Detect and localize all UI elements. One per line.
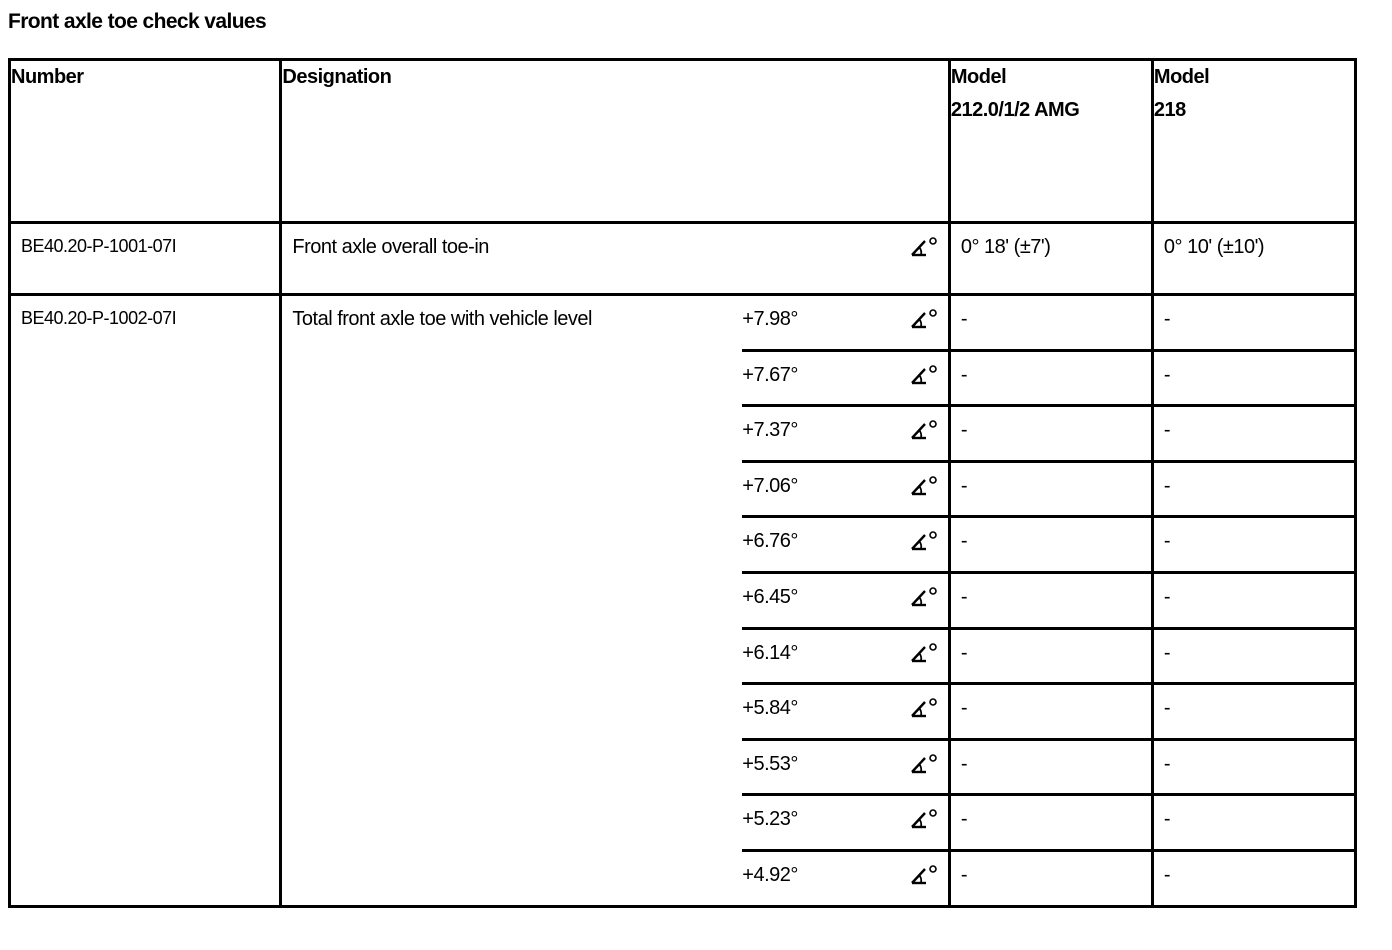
row-model-a-value: - xyxy=(949,406,1152,462)
row-model-a-value: - xyxy=(949,628,1152,684)
toe-angle-value: +5.23° xyxy=(742,795,893,851)
toe-angle-value: +6.76° xyxy=(742,517,893,573)
row-model-b-value: - xyxy=(1152,295,1355,351)
row-model-b-value: - xyxy=(1152,850,1355,906)
row-model-a-value: - xyxy=(949,739,1152,795)
header-model-a: Model 212.0/1/2 AMG xyxy=(949,60,1152,223)
table-row xyxy=(10,223,1356,295)
angle-degree-icon xyxy=(893,350,949,406)
row-model-a-value: - xyxy=(949,572,1152,628)
toe-angle-value: +7.37° xyxy=(742,406,893,462)
row-model-a-value: - xyxy=(949,795,1152,851)
row-model-b-value: - xyxy=(1152,628,1355,684)
table-header-row xyxy=(10,60,1356,223)
row-model-b-value: - xyxy=(1152,350,1355,406)
angle-degree-icon xyxy=(893,406,949,462)
row-model-a-value: - xyxy=(949,350,1152,406)
angle-degree-icon xyxy=(893,295,949,351)
row-model-b-value: - xyxy=(1152,406,1355,462)
toe-angle-value: +5.84° xyxy=(742,684,893,740)
row-number: BE40.20-P-1001-07I xyxy=(10,223,281,295)
row-model-b-value: - xyxy=(1152,517,1355,573)
page-title: Front axle toe check values xyxy=(8,10,267,33)
toe-angle-value: +5.53° xyxy=(742,739,893,795)
row-model-a-value: - xyxy=(949,850,1152,906)
row-designation: Front axle overall toe-in xyxy=(281,223,893,295)
toe-angle-value: +4.92° xyxy=(742,850,893,906)
angle-degree-icon xyxy=(893,739,949,795)
angle-degree-icon xyxy=(893,517,949,573)
table-row xyxy=(10,295,1356,351)
toe-angle-value: +7.67° xyxy=(742,350,893,406)
angle-degree-icon xyxy=(893,572,949,628)
toe-angle-value: +7.98° xyxy=(742,295,893,351)
row-number: BE40.20-P-1002-07I xyxy=(10,295,281,907)
header-model-b: Model 218 xyxy=(1152,60,1355,223)
row-model-b-value: - xyxy=(1152,795,1355,851)
header-number: Number xyxy=(10,60,281,223)
row-model-a-value: - xyxy=(949,517,1152,573)
angle-degree-icon xyxy=(893,684,949,740)
angle-degree-icon xyxy=(893,628,949,684)
row-model-b-value: - xyxy=(1152,684,1355,740)
toe-angle-value: +6.14° xyxy=(742,628,893,684)
header-designation: Designation xyxy=(281,60,949,223)
row-model-a-value: - xyxy=(949,684,1152,740)
row-model-a-value: 0° 18' (±7') xyxy=(949,223,1152,295)
angle-degree-icon xyxy=(893,850,949,906)
angle-degree-icon xyxy=(893,795,949,851)
toe-angle-value: +6.45° xyxy=(742,572,893,628)
row-designation: Total front axle toe with vehicle level xyxy=(281,295,742,907)
angle-degree-icon xyxy=(893,223,949,295)
row-model-a-value: - xyxy=(949,461,1152,517)
row-model-b-value: 0° 10' (±10') xyxy=(1152,223,1355,295)
angle-degree-icon xyxy=(893,461,949,517)
row-model-a-value: - xyxy=(949,295,1152,351)
row-model-b-value: - xyxy=(1152,739,1355,795)
row-model-b-value: - xyxy=(1152,461,1355,517)
toe-check-values-table xyxy=(8,58,1357,908)
row-model-b-value: - xyxy=(1152,572,1355,628)
toe-angle-value: +7.06° xyxy=(742,461,893,517)
